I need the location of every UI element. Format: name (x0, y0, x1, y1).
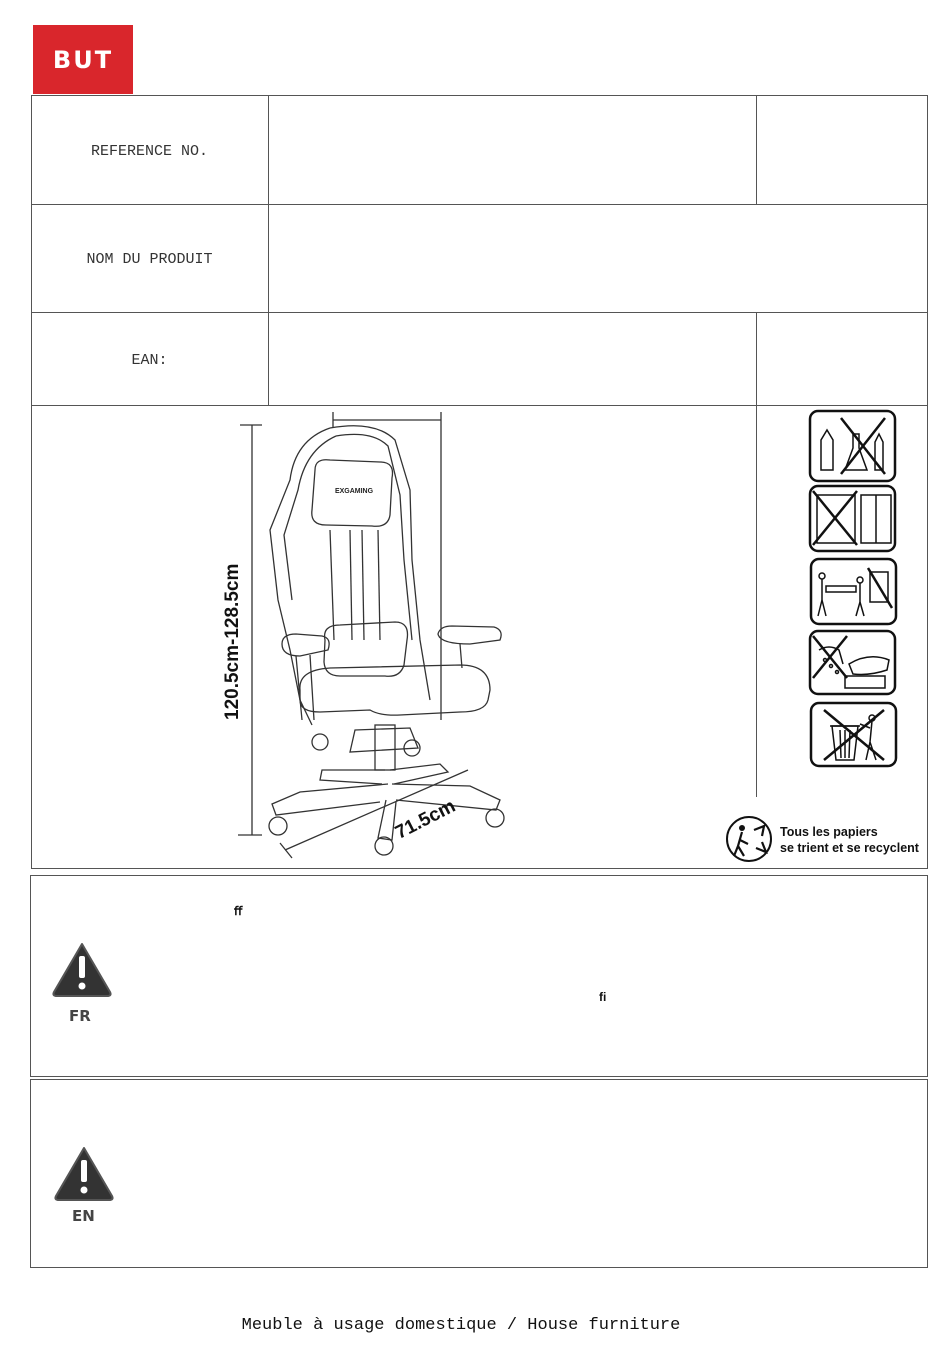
warning-icon (52, 1144, 116, 1202)
ean-label: EAN: (131, 352, 168, 369)
lang-tag-en: EN (72, 1207, 95, 1225)
depth-dimension-label: 71.5cm (392, 795, 459, 844)
reference-label: REFERENCE NO. (90, 143, 209, 160)
chair-brand-text: EXGAMING (334, 488, 374, 495)
lang-tag-fr: FR (69, 1007, 91, 1025)
no-water-cleaning-icon (809, 630, 897, 696)
fr-text-glyph-2: ﬁ (599, 990, 607, 1004)
recycling-triman-icon (724, 814, 776, 864)
footer-text: Meuble à usage domestique / House furniture (241, 1316, 681, 1335)
recycling-text (780, 824, 919, 856)
no-trash-disposal-icon (810, 702, 898, 768)
no-chemical-cleaners-icon (809, 410, 897, 482)
no-wardrobe-storage-icon (809, 485, 897, 553)
brand-logo: BUT (33, 25, 133, 94)
fr-text-glyph-1: ﬀ (234, 904, 243, 918)
height-dimension-label: 120.5cm-128.5cm (222, 563, 243, 720)
recycling-line-1: Tous les papiers (780, 825, 878, 839)
product-name-label: NOM DU PRODUIT (86, 251, 213, 268)
warning-icon (50, 940, 114, 998)
two-person-assembly-icon (810, 558, 898, 626)
recycling-line-2: se trient et se recyclent (780, 841, 919, 855)
